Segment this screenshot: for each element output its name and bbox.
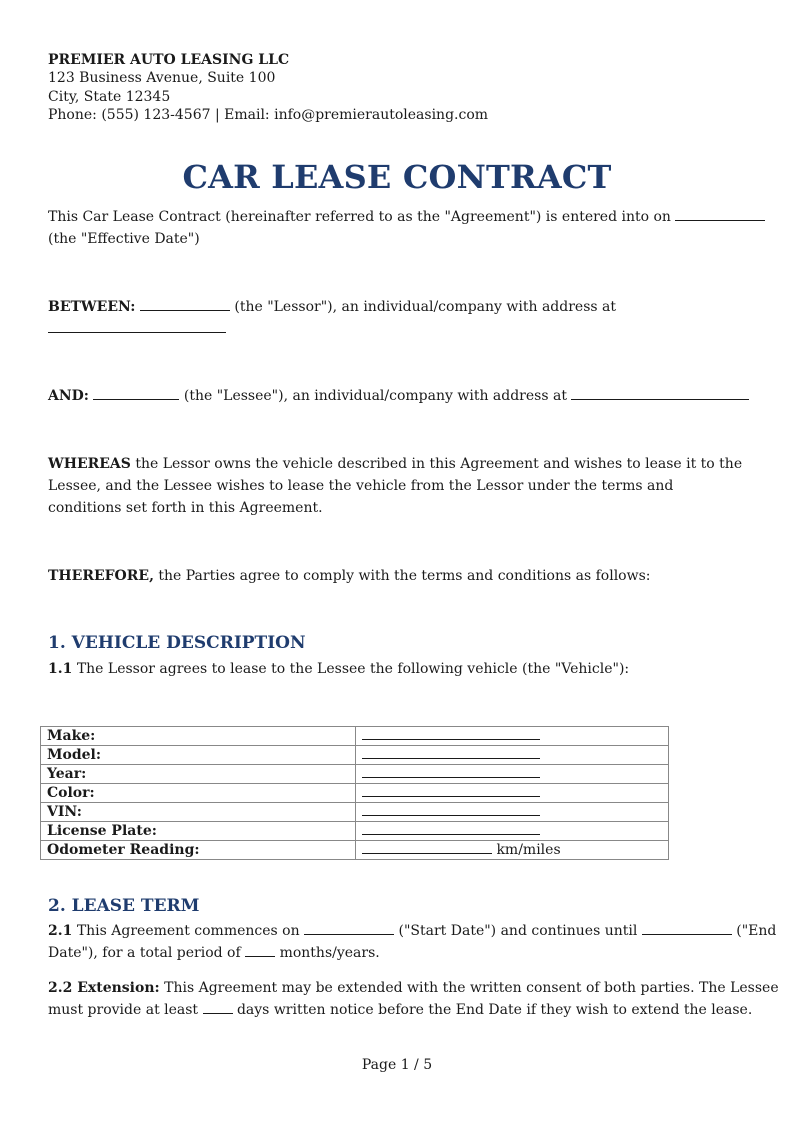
clause-2-1-text-a: This Agreement commences on: [76, 923, 300, 939]
between-text: (the "Lessor"), an individual/company with address at: [234, 299, 616, 315]
clause-2-1-text-c: ("End: [736, 923, 777, 939]
vehicle-plate-value[interactable]: [356, 822, 669, 841]
odometer-unit: km/miles: [496, 842, 561, 858]
whereas-text: the Lessor owns the vehicle described in this Agreement and wishes to lease it to the Lessee, and the Lessee wishes to lease the vehicle from the Lessor under the terms and conditions set forth in this Agreement.: [48, 456, 743, 516]
company-contact: Phone: (555) 123-4567 | Email: info@premierautoleasing.com: [48, 107, 489, 123]
section1-heading: 1. VEHICLE DESCRIPTION: [48, 633, 306, 653]
vehicle-make-label: Make:: [41, 727, 356, 746]
clause-2-2-text-b: must provide at least: [48, 1002, 199, 1018]
vehicle-year-value[interactable]: [356, 765, 669, 784]
clause-1-1-text: The Lessor agrees to lease to the Lessee the following vehicle (the "Vehicle"):: [76, 661, 630, 677]
section2-heading: 2. LEASE TERM: [48, 896, 200, 916]
table-row: [41, 765, 669, 784]
vehicle-model-blank[interactable]: [362, 746, 540, 759]
lessor-address-blank[interactable]: [48, 318, 226, 333]
vehicle-year-blank[interactable]: [362, 765, 540, 778]
intro-line2: (the "Effective Date"): [48, 231, 200, 247]
vehicle-color-label: Color:: [41, 784, 356, 803]
between-label: BETWEEN:: [48, 299, 136, 315]
company-address-line2: City, State 12345: [48, 89, 171, 105]
intro-text: This Car Lease Contract (hereinafter referred to as the "Agreement") is entered into on: [48, 209, 671, 225]
and-label: AND:: [48, 388, 89, 404]
clause-1-1-number: 1.1: [48, 661, 73, 677]
vehicle-odometer-value[interactable]: [356, 841, 669, 860]
table-row: [41, 784, 669, 803]
table-row: [41, 822, 669, 841]
lessor-address-line: [48, 318, 226, 340]
vehicle-color-value[interactable]: [356, 784, 669, 803]
lease-period-blank[interactable]: [245, 942, 275, 957]
vehicle-color-blank[interactable]: [362, 784, 540, 797]
vehicle-table: [40, 726, 669, 860]
table-row: [41, 727, 669, 746]
whereas-label: WHEREAS: [48, 456, 131, 472]
vehicle-vin-blank[interactable]: [362, 803, 540, 816]
clause-2-1-text-b: ("Start Date") and continues until: [398, 923, 638, 939]
clause-2-2-line2: [48, 999, 752, 1021]
clause-2-1-line1: [48, 920, 776, 942]
vehicle-make-value[interactable]: [356, 727, 669, 746]
clause-2-1-number: 2.1: [48, 923, 73, 939]
vehicle-odometer-label: Odometer Reading:: [41, 841, 356, 860]
clause-2-2-text-c: days written notice before the End Date if they wish to extend the lease.: [236, 1002, 753, 1018]
table-row: [41, 803, 669, 822]
notice-days-blank[interactable]: [203, 999, 233, 1014]
therefore-text: the Parties agree to comply with the terms and conditions as follows:: [158, 568, 651, 584]
vehicle-vin-label: VIN:: [41, 803, 356, 822]
vehicle-odometer-blank[interactable]: [362, 841, 492, 854]
lessor-name-blank[interactable]: [140, 296, 230, 311]
therefore-label: THEREFORE,: [48, 568, 154, 584]
clause-2-1-text-d: Date"), for a total period of: [48, 945, 241, 961]
and-line: [48, 385, 749, 407]
clause-2-2-label: 2.2 Extension:: [48, 980, 160, 996]
lessee-address-blank[interactable]: [571, 385, 749, 400]
vehicle-model-value[interactable]: [356, 746, 669, 765]
table-row: [41, 746, 669, 765]
vehicle-plate-blank[interactable]: [362, 822, 540, 835]
company-name: PREMIER AUTO LEASING LLC: [48, 52, 290, 68]
therefore-paragraph: [48, 565, 650, 587]
clause-2-2-line1: [48, 977, 779, 999]
page-number: Page 1 / 5: [361, 1057, 433, 1073]
clause-2-1-line2: [48, 942, 380, 964]
clause-1-1: [48, 658, 629, 680]
effective-date-blank[interactable]: [675, 206, 765, 221]
lessee-name-blank[interactable]: [93, 385, 179, 400]
between-line: [48, 296, 616, 318]
table-row: [41, 841, 669, 860]
end-date-blank[interactable]: [642, 920, 732, 935]
vehicle-make-blank[interactable]: [362, 727, 540, 740]
document-title: CAR LEASE CONTRACT: [182, 158, 612, 196]
vehicle-vin-value[interactable]: [356, 803, 669, 822]
clause-2-2-text-a: This Agreement may be extended with the written consent of both parties. The Lessee: [164, 980, 779, 996]
and-text: (the "Lessee"), an individual/company with address at: [183, 388, 567, 404]
vehicle-year-label: Year:: [41, 765, 356, 784]
vehicle-model-label: Model:: [41, 746, 356, 765]
whereas-paragraph: [48, 453, 748, 519]
intro-line1: [48, 206, 765, 228]
company-address-line1: 123 Business Avenue, Suite 100: [48, 70, 276, 86]
start-date-blank[interactable]: [304, 920, 394, 935]
vehicle-plate-label: License Plate:: [41, 822, 356, 841]
clause-2-1-text-e: months/years.: [279, 945, 380, 961]
